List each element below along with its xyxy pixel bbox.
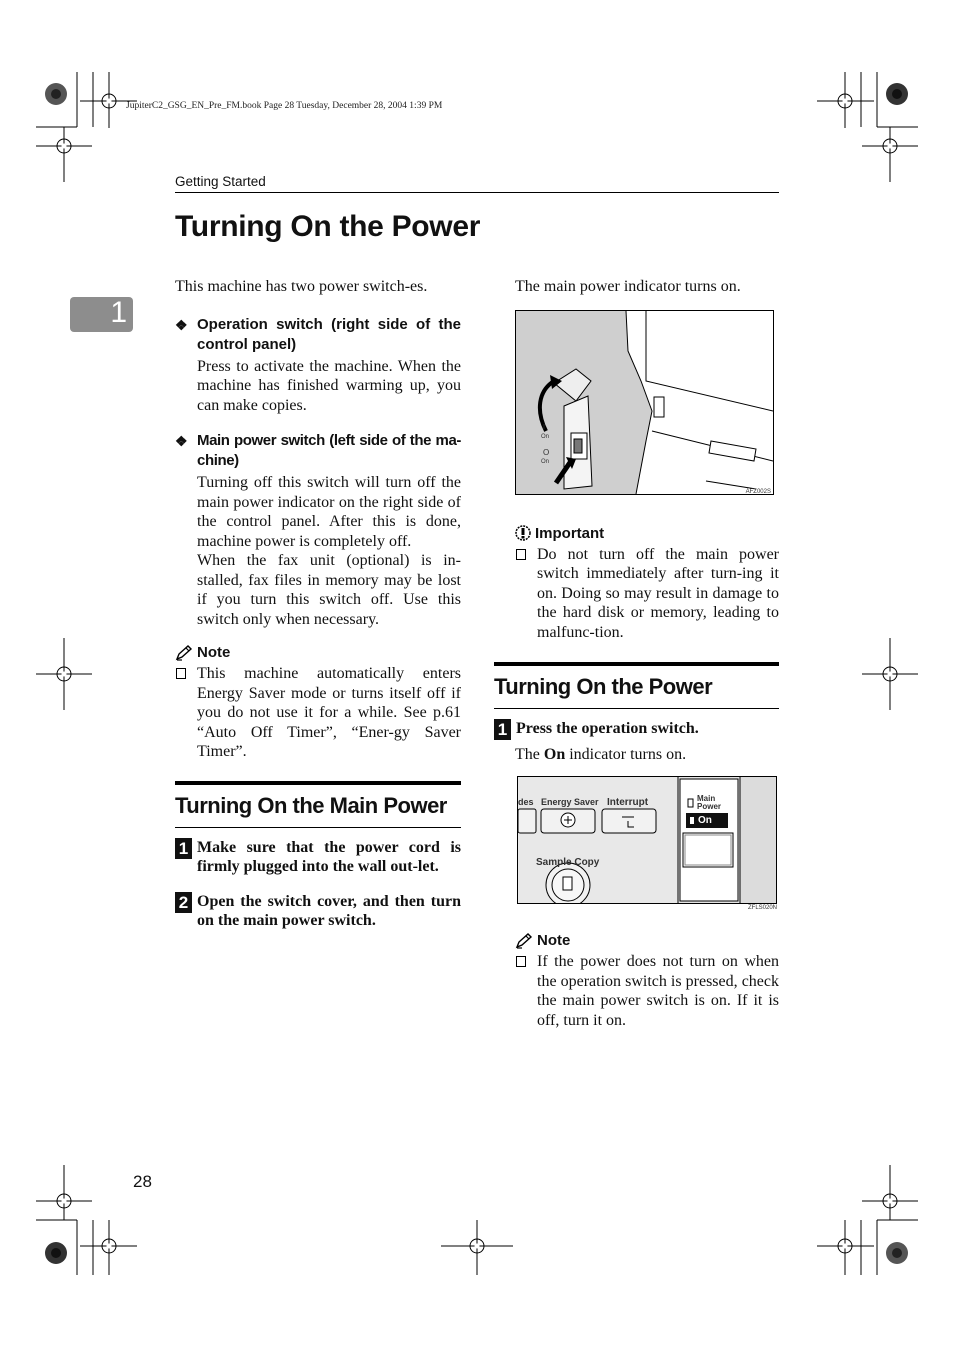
step-number-badge: 1 xyxy=(494,719,511,740)
chapter-number: 1 xyxy=(110,296,127,329)
note-heading-2: Note xyxy=(515,932,779,949)
main-power-switch-illustration xyxy=(515,310,774,495)
left-column xyxy=(175,277,461,931)
control-panel-drawing xyxy=(518,777,776,903)
section-heading-main-power: Turning On the Main Power xyxy=(175,781,461,828)
step-result: The On indicator turns on. xyxy=(515,745,687,763)
label-o: O xyxy=(543,447,550,457)
label-on: On xyxy=(698,815,712,826)
main-power-switch-heading: ❖ Main power switch (left side of the ma-chine) xyxy=(175,432,461,469)
figure-code-2: ZFLS020N xyxy=(747,905,777,911)
operation-switch-heading: ❖ Operation switch (right side of the control panel) xyxy=(175,315,461,353)
label-on-2: On xyxy=(541,458,550,465)
label-interrupt: Interrupt xyxy=(607,797,649,808)
label-des: des xyxy=(518,797,534,807)
control-panel-illustration xyxy=(517,776,777,904)
label-sample-copy: Sample Copy xyxy=(536,857,600,868)
book-info-line: JupiterC2_GSG_EN_Pre_FM.book Page 28 Tuesday, December 28, 2004 1:39 PM xyxy=(126,101,443,111)
chapter-tab xyxy=(70,297,133,332)
checkbox-bullet-icon xyxy=(516,956,526,967)
machine-side-drawing xyxy=(516,311,773,494)
operation-switch-body: Press to activate the machine. When the machine has finished warming up, you can make copies. xyxy=(197,357,461,414)
header-rule xyxy=(175,192,779,193)
diamond-bullet-icon: ❖ xyxy=(175,316,188,333)
checkbox-bullet-icon xyxy=(176,668,186,679)
main-power-switch-body-2: When the fax unit (optional) is in-stalled, fax files in memory may be lost if you turn this switch off. Use this switch only when necessary. xyxy=(197,552,461,628)
pencil-icon xyxy=(515,933,533,949)
page-number: 28 xyxy=(133,1172,152,1191)
important-heading: Important xyxy=(515,525,779,542)
step-number-badge: 2 xyxy=(175,892,192,913)
step-number-badge: 1 xyxy=(175,838,192,859)
step-1: 1 Make sure that the power cord is firmly plugged into the wall out-let. xyxy=(175,838,461,877)
note-item: This machine automatically enters Energy Saver mode or turns itself off if you do not use it for a while. See p.61 “Auto Off Timer”, “Ener-gy Saver Timer”. xyxy=(175,664,461,762)
figure-code: AFZ002S xyxy=(745,488,771,495)
important-item: Do not turn off the main power switch immediately after turn-ing it on. Doing so may result in damage to the hard disk or memory, leading to malfunc-tion. xyxy=(515,545,779,643)
label-on-1: On xyxy=(541,433,550,440)
important-icon xyxy=(515,525,531,541)
step-2: 2 Open the switch cover, and then turn on the main power switch. xyxy=(175,892,461,931)
note-item-2: If the power does not turn on when the operation switch is pressed, check the main power switch is on. If it is off, turn it on. xyxy=(515,952,779,1030)
step-1-operation: 1 Press the operation switch. xyxy=(494,719,779,739)
section-heading-power: Turning On the Power xyxy=(494,662,779,709)
label-i: I xyxy=(543,423,545,431)
right-column xyxy=(494,277,779,1030)
diamond-bullet-icon: ❖ xyxy=(175,433,188,449)
note-heading: Note xyxy=(175,644,461,661)
checkbox-bullet-icon xyxy=(516,549,526,560)
running-head: Getting Started xyxy=(175,174,266,189)
pencil-icon xyxy=(175,645,193,661)
page-title: Turning On the Power xyxy=(175,210,481,243)
indicator-intro: The main power indicator turns on. xyxy=(515,278,741,295)
intro-text: This machine has two power switch-es. xyxy=(175,278,428,295)
label-energy-saver: Energy Saver xyxy=(541,797,599,807)
label-main-power: Main Power xyxy=(697,794,722,811)
main-power-switch-body: Turning off this switch will turn off the main power indicator on the right side of the control panel. After this is done, machine power is completely off. xyxy=(197,474,461,550)
